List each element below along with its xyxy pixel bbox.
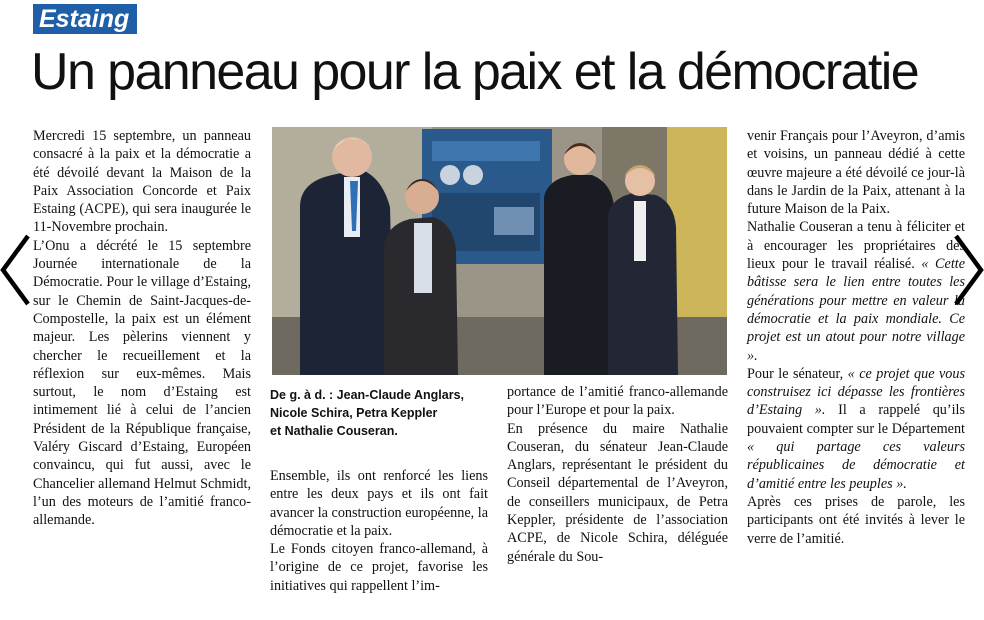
article-column-3 [507,383,728,566]
paragraph: En présence du maire Nathalie Couseran, du sénateur Jean-Claude Anglars, représentant le président du Conseil départemental de l’Aveyron, de conseillers municipaux, de Petra Keppler, présidente de l’association ACPE, de Nicole Schira, déléguée générale du Sou- [507,420,728,565]
previous-page-button[interactable] [0,232,30,308]
paragraph: Le Fonds citoyen franco-allemand, à l’origine de ce projet, favorise les initiatives qui rappellent l’im- [270,541,488,594]
paragraph-text: Il a rappelé qu’ils pouvaient compter sur le Département [747,402,966,437]
paragraph: Après ces prises de parole, les participants ont été invités à lever le verre de l’amitié. [747,493,965,547]
quote: « qui partage ces valeurs républicaines de démocratie et d’amitié entre les peuples ». [747,439,965,492]
article-column-1 [33,127,251,530]
quote: « Cette bâtisse sera le lien entre toutes les générations pour mettre en valeur la démocratie et la paix mondiale. Ce projet est un atout pour notre village ». [747,256,965,364]
next-page-button[interactable] [954,232,984,308]
article-column-2 [270,467,488,595]
paragraph: venir Français pour l’Aveyron, d’amis et voisins, un panneau dédié à cette œuvre majeure a été dévoilé ce jour-là dans le Jardin de la Paix, attenant à la future Maison de la Paix. [747,128,965,218]
caption-line: Nicole Schira, Petra Keppler [270,406,438,420]
caption-line: De g. à d. : Jean-Claude Anglars, [270,388,465,402]
section-kicker: Estaing [33,4,137,34]
headline: Un panneau pour la paix et la démocratie [31,43,919,101]
paragraph: Mercredi 15 septembre, un panneau consacré à la paix et la démocratie a été dévoilé devant la Maison de la Paix Association Concorde et Paix Estaing (ACPE), qui sera inaugurée le 11-Novembre prochain. [33,128,251,236]
caption-line: et Nathalie Couseran. [270,424,398,438]
article-photo [272,127,727,375]
paragraph [747,365,965,493]
paragraph: L’Onu a décrété le 15 septembre Journée internationale de la Démocratie. Pour le village d’Estaing, sur le Chemin de Saint-Jacques-de-Compostelle, la paix est un élément majeur. Les pèlerins viennent y chercher le recueillement et la réflexion sur eux-mêmes. Mais surtout, le nom d’Estaing est intimement lié à celui de l’ancien Président de la République française, Valéry Giscard d’Estaing, Européen convaincu, qui fut aussi, avec le Chancelier allemand Helmut Schmidt, l’un des moteurs de l’amitié franco-allemande. [33,237,251,529]
quote: « ce projet que vous construisez ici dépasse les frontières d’Estaing ». [747,365,966,419]
paragraph: portance de l’amitié franco-allemande pour l’Europe et pour la paix. [507,384,728,419]
paragraph: Ensemble, ils ont renforcé les liens entre les deux pays et ils ont fait avancer la construction européenne, la démocratie et la paix. [270,468,488,539]
paragraph-text: Pour le sénateur, [747,365,844,382]
paragraph-text: Nathalie Couseran a tenu à féliciter et à encourager les propriétaires des lieux pour le travail réalisé. [747,219,965,273]
chevron-right-icon [954,232,984,308]
paragraph [747,218,965,364]
article-column-4 [747,127,965,548]
chevron-left-icon [0,232,30,308]
photo-caption [270,386,495,440]
photo-illustration [272,127,727,375]
